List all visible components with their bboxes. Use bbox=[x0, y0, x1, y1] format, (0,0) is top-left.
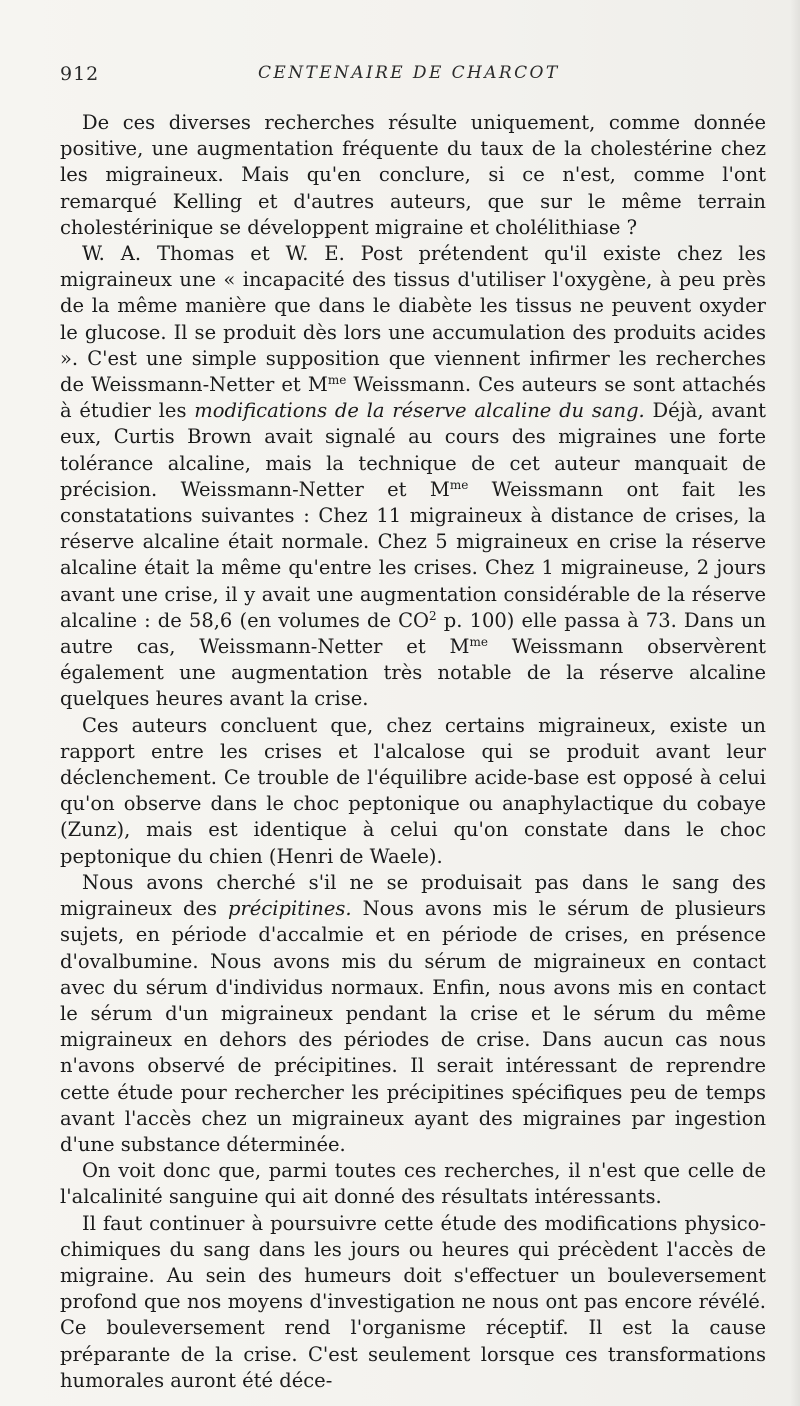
paragraph-4-text-a: Nous avons cherché s'il ne se produisait pas dans le sang des migraineux des bbox=[60, 870, 766, 921]
paragraph-4 bbox=[60, 870, 766, 1158]
superscript-me: me bbox=[327, 373, 347, 388]
body-text bbox=[60, 110, 766, 1394]
paragraph-2-text-f: Weissmann observèrent également une augmentation très notable de la réserve alcaline quelques heures avant la crise. bbox=[60, 635, 766, 711]
running-title: CENTENAIRE DE CHARCOT bbox=[258, 63, 560, 83]
paragraph-1: De ces diverses recherches résulte uniquement, comme donnée positive, une augmentation fréquente du taux de la cholestérine chez les migraineux. Mais qu'en conclure, si ce n'est, comme l'ont remarqué Kelling et d'autres auteurs, que sur le même terrain cholestérinique se développent migraine et cholélithiase ? bbox=[60, 111, 766, 239]
paragraph-4-text-b: Nous avons mis le sérum de plusieurs sujets, en période d'accalmie et en période de crises, en présence d'ovalbumine. Nous avons mis du sérum de migraineux en contact avec du sérum d'individus normaux. Enfin, nous avons mis en contact le sérum d'un migraineux pendant la crise et le sérum du même migraineux en dehors des périodes de crise. Dans aucun cas nous n'avons observé de précipitines. Il serait intéressant de reprendre cette étude pour rechercher les précipitines spécifiques peu de temps avant l'accès chez un migraineux ayant des migraines par ingestion d'une substance déterminée. bbox=[60, 897, 767, 1156]
paragraph-2-text-a: W. A. Thomas et W. E. Post prétendent qu'il existe chez les migraineux une « incapacité des tissus d'utiliser l'oxygène, à peu près de la même manière que dans le diabète les tissus ne peuvent oxyder le glucose. Il se produit dès lors une accumulation des produits acides ». C'est une simple supposition que viennent infirmer les recherches de Weissmann-Netter et M bbox=[60, 242, 766, 397]
paragraph-2-text-d: Weissmann ont fait les constatations suivantes : Chez 11 migraineux à distance de crises, la réserve alcaline était normale. Chez 5 migraineux en crise la réserve alcaline était la même qu'entre les crises. Chez 1 migraineuse, 2 jours avant une crise, il y avait une augmentation considérable de la réserve alcaline : de 58,6 (en volumes de CO bbox=[60, 477, 766, 632]
paragraph-2-text-e: p. 100) elle passa à 73. Dans un autre cas, Weissmann-Netter et M bbox=[60, 608, 766, 659]
superscript-co2: 2 bbox=[429, 608, 437, 623]
paragraph-3: Ces auteurs concluent que, chez certains migraineux, existe un rapport entre les crises et l'alcalose qui se produit avant leur déclenchement. Ce trouble de l'équilibre acide-base est opposé à celui qu'on observe dans le choc peptonique ou anaphylactique du cobaye (Zunz), mais est identique à celui qu'on constate dans le choc peptonique du chien (Henri de Waele). bbox=[60, 713, 766, 868]
paragraph-2 bbox=[60, 241, 766, 713]
italic-phrase: modifications de la réserve alcaline du sang. bbox=[194, 399, 645, 423]
page-edge-shadow bbox=[790, 0, 800, 1406]
superscript-me: me bbox=[469, 635, 488, 650]
paragraph-5: On voit donc que, parmi toutes ces recherches, il n'est que celle de l'alcalinité sanguine qui ait donné des résultats intéressants. bbox=[60, 1159, 766, 1209]
superscript-me: me bbox=[449, 477, 469, 492]
paragraph-6: Il faut continuer à poursuivre cette étude des modifications physico-chimiques du sang dans les jours ou heures qui précèdent l'accès de migraine. Au sein des humeurs doit s'effectuer un bouleversement profond que nos moyens d'investigation ne nous ont pas encore révélé. Ce bouleversement rend l'organisme réceptif. Il est la cause préparante de la crise. C'est seulement lorsque ces transformations humorales auront été déce- bbox=[60, 1211, 766, 1392]
paragraph-2-text-b: Weissmann. Ces auteurs se sont attachés à étudier les bbox=[60, 373, 766, 423]
page-header bbox=[60, 63, 760, 93]
italic-word: précipitines. bbox=[228, 897, 352, 921]
page-number: 912 bbox=[60, 63, 100, 85]
paragraph-2-text-c: Déjà, avant eux, Curtis Brown avait signalé au cours des migraines une forte tolérance alcaline, mais la technique de cet auteur manquait de précision. Weissmann-Netter et M bbox=[60, 399, 767, 501]
